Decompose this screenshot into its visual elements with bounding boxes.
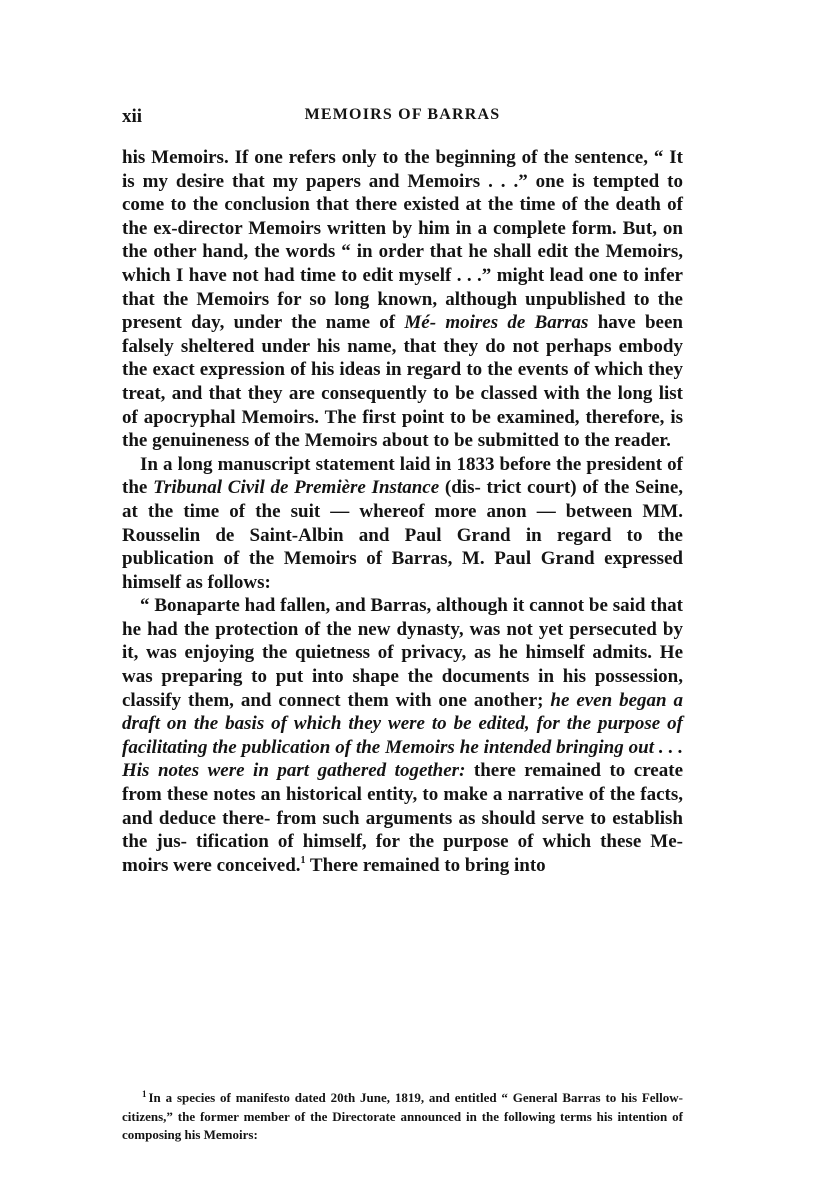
paragraph-quotation [122,594,683,877]
italic-court-name: Tribunal Civil de Première Instance [153,477,440,499]
running-title: MEMOIRS OF BARRAS [304,106,501,123]
paragraph-3-text-a: “ Bonaparte had fallen, and Barras, although it cannot be said that he had the protection of the new dynasty, was not yet persecuted by it, was enjoying the quietness of privacy, as he himself admits. He was preparing to put into shape the documents in his possession, classify them, and connect them with one another; [122,595,683,711]
italic-quoted-passage: he even began a draft on the basis of which they were to be edited, for the purpose of facilitating the publication of the Memoirs he intended bringing out . . . His notes were in part gathered together: [122,689,684,782]
body-text [122,146,683,877]
paragraph-3-text-c: There remained to bring into [305,854,546,876]
footnote-mark: 1 [142,1089,147,1099]
footnote-lead [122,1085,149,1108]
paragraph-1-text-b: have been falsely sheltered under his name, that they do not perhaps embody the exact expression of his ideas in regard to the events of which they treat, and that they are consequently to be classed with the long list of apocryphal Memoirs. The first point to be examined, therefore, is the genuineness of the Memoirs about to be submitted to the reader. [122,312,683,452]
paragraph-1-text-a: his Memoirs. If one refers only to the beginning of the sentence, “ It is my desire that my papers and Memoirs . . .” one is tempted to come to the conclusion that there existed at the time of the death of the ex-director Memoirs written by him in a complete form. But, on the other hand, the words “ in order that he shall edit the Memoirs, which I have not had time to edit myself . . .” might lead one to infer that the Memoirs for so long known, although unpublished to the present day, under the name of [122,147,683,334]
footnote [122,1085,683,1145]
paragraph-continuation [122,146,683,453]
page-number: xii [122,106,143,127]
italic-title-memoires-de-barras: Mé- moires de Barras [404,312,589,334]
paragraph-2-text-a: In a long manuscript statement laid in 1833 before the president of the [122,453,683,499]
footnote-text: In a species of manifesto dated 20th June, 1819, and entitled “ General Barras to his Fellow-citizens,” the former member of the Directorate announced in the following terms his intention of composing his Memoirs: [122,1090,683,1142]
footnote-reference: 1 [300,854,306,866]
paragraph-3-text-b: there remained to create from these notes an historical entity, to make a narrative of the facts, and deduce there- from such arguments as should serve to establish the jus- tification of himself, for the purpose of which these Me- moirs were conceived. [122,760,683,876]
paragraph-2-text-b: (dis- trict court) of the Seine, at the time of the suit — whereof more anon — between MM. Rousselin de Saint-Albin and Paul Grand in regard to the publication of the Memoirs of Barras, M. Paul Grand expressed himself as follows: [122,477,684,593]
running-head [122,106,683,130]
paragraph-manuscript-statement [122,453,683,595]
